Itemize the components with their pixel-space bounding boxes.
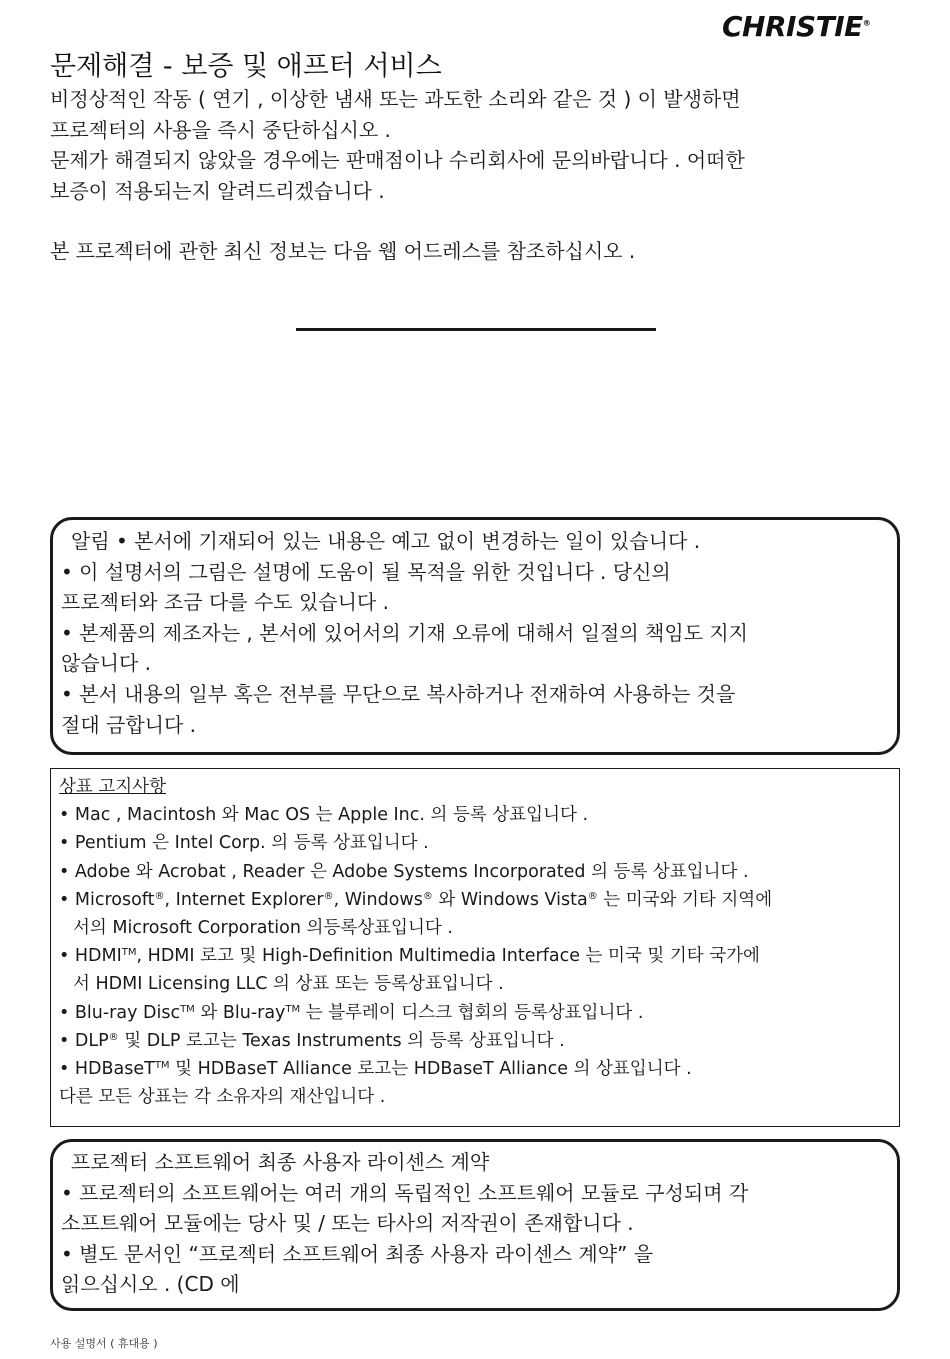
url-blank-line: [296, 328, 656, 331]
footer-label: 사용 설명서 ( 휴대용 ): [50, 1337, 158, 1350]
notice-line: 않습니다 .: [61, 651, 151, 676]
trademark-line: 서의 Microsoft Corporation 의등록상표입니다 .: [73, 918, 453, 939]
trademark-title: 상표 고지사항: [59, 777, 166, 797]
license-line: • 프로젝터의 소프트웨어는 여러 개의 독립적인 소프트웨어 모듈로 구성되며 각: [61, 1180, 749, 1205]
license-line: • 별도 문서인 “프로젝터 소프트웨어 최종 사용자 라이센스 계약” 을: [61, 1241, 654, 1266]
license-line: 소프트웨어 모듈에는 당사 및 / 또는 타사의 저작권이 존재합니다 .: [61, 1211, 634, 1236]
web-address-note: 본 프로젝터에 관한 최신 정보는 다음 웹 어드레스를 참조하십시오 .: [50, 239, 636, 263]
trademark-line: • HDBaseT™ 및 HDBaseT Alliance 로고는 HDBaseT Alliance 의 상표입니다 .: [59, 1059, 692, 1080]
notice-box: [50, 517, 900, 755]
trademark-box: [50, 768, 900, 1127]
intro-line: 보증이 적용되는지 알려드리겠습니다 .: [50, 178, 385, 203]
trademark-line: • Mac , Macintosh 와 Mac OS 는 Apple Inc. 의 등록 상표입니다 .: [59, 805, 589, 826]
notice-line: 절대 금합니다 .: [61, 712, 196, 737]
trademark-line: • Blu-ray Disc™ 와 Blu-ray™ 는 블루레이 디스크 협회의 등록상표입니다 .: [59, 1002, 644, 1023]
notice-line: • 본서에 기재되어 있는 내용은 예고 없이 변경하는 일이 있습니다 .: [116, 529, 701, 553]
trademark-others: 다른 모든 상표는 각 소유자의 재산입니다 .: [59, 1087, 386, 1108]
page-title: 문제해결 - 보증 및 애프터 서비스: [50, 51, 442, 82]
trademark-line: • Microsoft®, Internet Explorer®, Windows® 와 Windows Vista® 는 미국와 기타 지역에: [59, 889, 773, 910]
license-line: 읽으십시오 . (CD 에: [61, 1272, 240, 1297]
notice-line: • 본제품의 제조자는 , 본서에 있어서의 기재 오류에 대해서 일절의 책임도 지지: [61, 620, 749, 645]
christie-logo: CHRISTIE®: [722, 10, 871, 43]
intro-line: 비정상적인 작동 ( 연기 , 이상한 냄새 또는 과도한 소리와 같은 것 ) 이 발생하면: [50, 87, 741, 111]
trademark-line: • Adobe 와 Acrobat , Reader 은 Adobe Systems Incorporated 의 등록 상표입니다 .: [59, 861, 749, 882]
intro-line: 프로젝터의 사용을 즉시 중단하십시오 .: [50, 117, 391, 142]
trademark-line: • HDMI™, HDMI 로고 및 High-Definition Multimedia Interface 는 미국 및 기타 국가에: [59, 946, 760, 967]
notice-line: 프로젝터와 조금 다를 수도 있습니다 .: [61, 590, 389, 615]
notice-line: • 본서 내용의 일부 혹은 전부를 무단으로 복사하거나 전재하여 사용하는 것을: [61, 681, 736, 706]
license-title: 프로젝터 소프트웨어 최종 사용자 라이센스 계약: [71, 1150, 490, 1174]
license-box: [50, 1139, 900, 1311]
notice-title: 알림: [71, 529, 110, 553]
trademark-line: • DLP® 및 DLP 로고는 Texas Instruments 의 등록 상표입니다 .: [59, 1030, 565, 1051]
intro-line: 문제가 해결되지 않았을 경우에는 판매점이나 수리회사에 문의바랍니다 . 어떠한: [50, 148, 745, 172]
notice-line: • 이 설명서의 그림은 설명에 도움이 될 목적을 위한 것입니다 . 당신의: [61, 559, 671, 584]
trademark-line: • Pentium 은 Intel Corp. 의 등록 상표입니다 .: [59, 833, 429, 854]
intro-text: [50, 84, 910, 267]
trademark-line: 서 HDMI Licensing LLC 의 상표 또는 등록상표입니다 .: [73, 974, 504, 995]
